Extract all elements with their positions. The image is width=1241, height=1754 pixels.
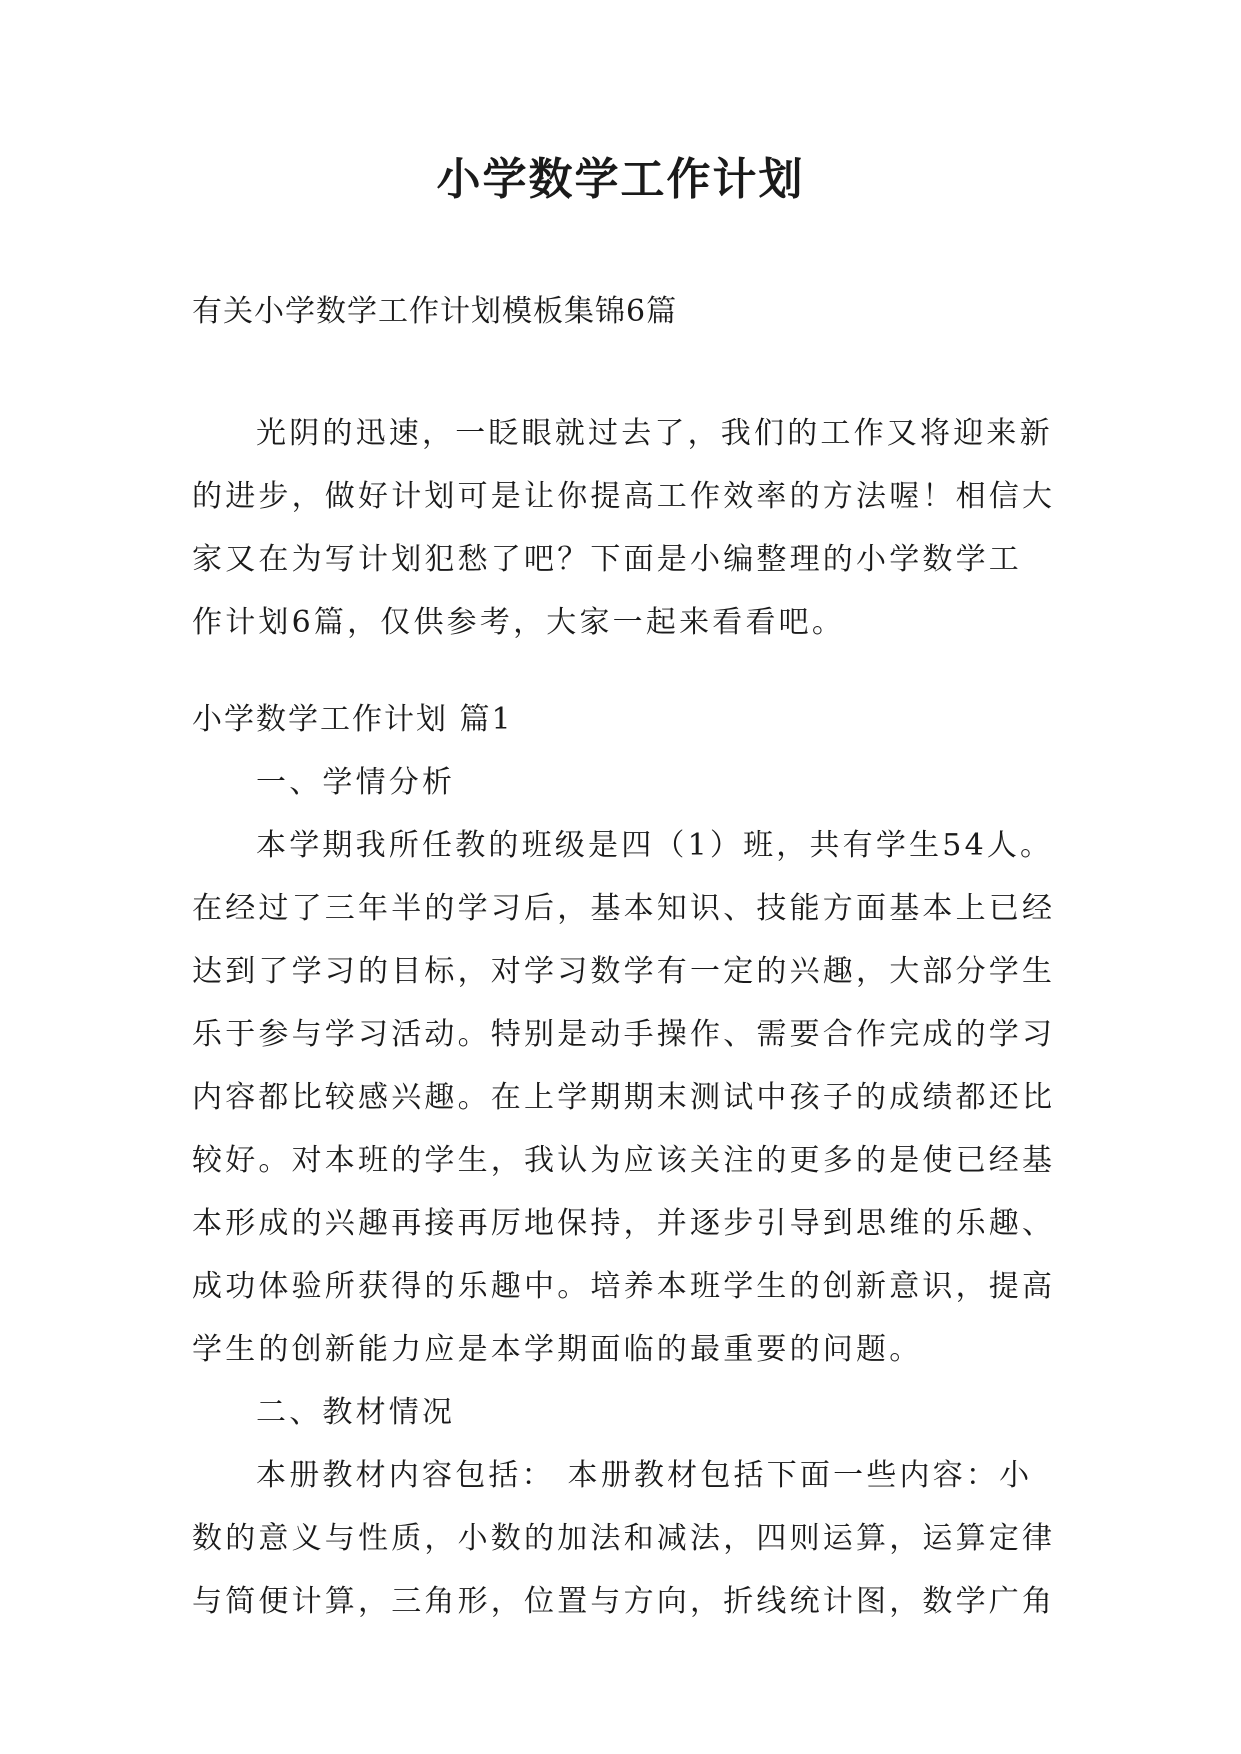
paragraph-line: 在经过了三年半的学习后，基本知识、技能方面基本上已经 [192,891,1056,926]
subheading-textbook: 二、教材情况 [256,1395,456,1430]
intro-line: 作计划6篇，仅供参考，大家一起来看看吧。 [192,605,846,640]
paragraph-line: 内容都比较感兴趣。在上学期期末测试中孩子的成绩都还比 [192,1080,1056,1115]
intro-paragraph [192,402,1060,654]
paragraph-line: 学生的创新能力应是本学期面临的最重要的问题。 [192,1332,923,1367]
paragraph-line: 较好。对本班的学生，我认为应该关注的更多的是使已经基 [192,1143,1056,1178]
paragraph-line: 与简便计算，三角形，位置与方向，折线统计图，数学广角 [192,1584,1056,1619]
paragraph-line: 本册教材内容包括： 本册教材包括下面一些内容：小 [256,1458,1033,1493]
paragraph-line: 数的意义与性质，小数的加法和减法，四则运算，运算定律 [192,1521,1056,1556]
intro-line: 家又在为写计划犯愁了吧？下面是小编整理的小学数学工 [192,542,1022,577]
intro-line: 的进步，做好计划可是让你提高工作效率的方法喔！相信大 [192,479,1056,514]
document-subtitle: 有关小学数学工作计划模板集锦6篇 [192,294,678,329]
paragraph-line: 乐于参与学习活动。特别是动手操作、需要合作完成的学习 [192,1017,1056,1052]
paragraph-line: 成功体验所获得的乐趣中。培养本班学生的创新意识，提高 [192,1269,1056,1304]
document-title: 小学数学工作计划 [436,154,805,205]
subheading-learning-analysis: 一、学情分析 [256,765,456,800]
intro-line: 光阴的迅速，一眨眼就过去了，我们的工作又将迎来新 [256,416,1053,451]
paragraph-line: 本形成的兴趣再接再厉地保持，并逐步引导到思维的乐趣、 [192,1206,1056,1241]
section-1 [192,688,1060,1633]
paragraph-line: 达到了学习的目标，对学习数学有一定的兴趣，大部分学生 [192,954,1056,989]
paragraph-line: 本学期我所任教的班级是四（1）班，共有学生54人。 [256,828,1054,863]
section-heading: 小学数学工作计划 篇1 [192,702,513,737]
